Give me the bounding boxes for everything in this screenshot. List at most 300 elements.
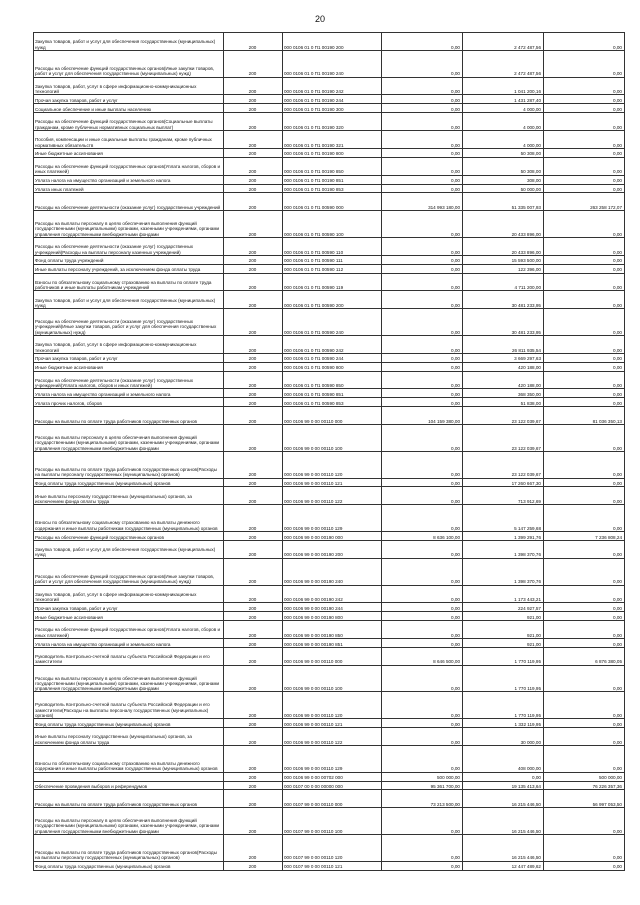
row-line-code: 200	[224, 33, 283, 51]
row-line-code: 200	[224, 264, 283, 273]
table-row	[34, 745, 625, 772]
table-row	[34, 131, 625, 149]
row-approved-amount: 0,00	[382, 835, 463, 862]
row-description: Расходы на обеспечение функций государственных органов(Уплата налогов, сборов и иных платежей)	[34, 621, 224, 639]
row-unexecuted-amount: 0,00	[544, 451, 625, 478]
row-approved-amount: 95 361 700,00	[382, 781, 463, 790]
row-line-code: 200	[224, 273, 283, 291]
row-classification-code: 000 0106 01 0 П1 00590 100	[283, 211, 382, 238]
row-description: Руководитель Контрольно-счетной палаты субъекта Российской Федерации и его заместители(Расходы на выплаты персоналу государственных (муниципальных) органов)	[34, 692, 224, 719]
row-approved-amount: 0,00	[382, 273, 463, 291]
table-row	[34, 371, 625, 389]
row-unexecuted-amount: 6 876 380,05	[544, 647, 625, 665]
table-row	[34, 772, 625, 781]
row-description: Закупка товаров, работ, услуг в сфере информационно-коммуникационных технологий	[34, 585, 224, 603]
row-classification-code: 000 0106 99 0 00 00110 100	[283, 665, 382, 692]
row-unexecuted-amount: 0,00	[544, 273, 625, 291]
row-line-code: 200	[224, 95, 283, 104]
row-line-code: 200	[224, 353, 283, 362]
row-classification-code: 000 0106 01 0 П1 00190 320	[283, 113, 382, 131]
row-executed-amount: 1 770 119,95	[463, 647, 544, 665]
table-row	[34, 291, 625, 309]
row-classification-code: 000 0106 99 0 00 00190 800	[283, 612, 382, 621]
row-approved-amount: 0,00	[382, 540, 463, 558]
row-unexecuted-amount: 0,00	[544, 505, 625, 532]
row-approved-amount: 0,00	[382, 371, 463, 389]
table-row	[34, 487, 625, 505]
row-description: Фонд оплаты труда государственных (муниципальных) органов	[34, 861, 224, 870]
row-classification-code: 000 0106 01 0 П1 00190 244	[283, 95, 382, 104]
row-line-code: 200	[224, 808, 283, 835]
row-classification-code: 000 0106 99 0 00 00190 200	[283, 540, 382, 558]
row-approved-amount: 0,00	[382, 237, 463, 255]
row-description: Расходы на обеспечение функций государственных органов(Уплата налогов, сборов и иных платежей)	[34, 157, 224, 175]
row-executed-amount: 16 215 446,50	[463, 808, 544, 835]
row-executed-amount: 50 308,00	[463, 157, 544, 175]
row-description: Закупка товаров, работ и услуг для обеспечения государственных (муниципальных) нужд	[34, 540, 224, 558]
row-unexecuted-amount: 0,00	[544, 835, 625, 862]
row-unexecuted-amount: 56 997 053,50	[544, 790, 625, 808]
row-unexecuted-amount: 0,00	[544, 371, 625, 389]
row-classification-code: 000 0106 99 0 00 00110 120	[283, 451, 382, 478]
table-row	[34, 692, 625, 719]
row-line-code: 200	[224, 77, 283, 95]
table-row	[34, 77, 625, 95]
row-approved-amount: 0,00	[382, 264, 463, 273]
row-line-code: 200	[224, 184, 283, 193]
row-executed-amount: 26 811 935,54	[463, 336, 544, 354]
table-row	[34, 728, 625, 746]
row-line-code: 200	[224, 389, 283, 398]
row-classification-code: 000 0107 99 0 00 00110 100	[283, 808, 382, 835]
row-line-code: 200	[224, 211, 283, 238]
row-executed-amount: 2 472 487,56	[463, 33, 544, 51]
row-unexecuted-amount: 0,00	[544, 336, 625, 354]
row-line-code: 200	[224, 772, 283, 781]
row-unexecuted-amount: 0,00	[544, 77, 625, 95]
row-approved-amount: 0,00	[382, 309, 463, 336]
row-executed-amount: 4 711 200,00	[463, 273, 544, 291]
budget-execution-table	[33, 32, 625, 871]
table-row	[34, 558, 625, 585]
row-unexecuted-amount: 500 000,00	[544, 772, 625, 781]
row-description: Уплата прочих налогов, сборов	[34, 398, 224, 407]
row-description: Прочая закупка товаров, работ и услуг	[34, 603, 224, 612]
row-approved-amount: 0,00	[382, 157, 463, 175]
row-classification-code: 000 0106 01 0 П1 00590 851	[283, 389, 382, 398]
row-description: Иные выплаты персоналу государственных (муниципальных) органов, за исключением фонда оплаты труда	[34, 487, 224, 505]
row-line-code: 200	[224, 647, 283, 665]
row-unexecuted-amount: 81 036 350,13	[544, 407, 625, 425]
table-row	[34, 621, 625, 639]
row-classification-code: 000 0106 01 0 П1 00190 242	[283, 77, 382, 95]
row-executed-amount: 4 000,00	[463, 113, 544, 131]
row-line-code: 200	[224, 585, 283, 603]
row-approved-amount: 0,00	[382, 389, 463, 398]
row-line-code: 200	[224, 638, 283, 647]
row-approved-amount: 500 000,00	[382, 772, 463, 781]
row-approved-amount: 0,00	[382, 95, 463, 104]
table-row	[34, 113, 625, 131]
row-executed-amount: 16 215 446,50	[463, 790, 544, 808]
row-executed-amount: 5 147 259,68	[463, 505, 544, 532]
row-description: Закупка товаров, работ, услуг в сфере информационно-коммуникационных технологий	[34, 336, 224, 354]
row-description: Расходы на выплаты по оплате труда работников государственных органов(Расходы на выплаты персоналу государственных (муниципальных) органов)	[34, 835, 224, 862]
row-line-code: 200	[224, 781, 283, 790]
row-unexecuted-amount: 0,00	[544, 389, 625, 398]
row-classification-code: 000 0106 99 0 00 00110 120	[283, 692, 382, 719]
row-line-code: 200	[224, 193, 283, 211]
row-approved-amount: 73 213 500,00	[382, 790, 463, 808]
row-unexecuted-amount: 263 258 172,07	[544, 193, 625, 211]
row-unexecuted-amount: 0,00	[544, 211, 625, 238]
row-unexecuted-amount: 0,00	[544, 255, 625, 264]
row-line-code: 200	[224, 745, 283, 772]
row-approved-amount: 0,00	[382, 131, 463, 149]
table-row	[34, 647, 625, 665]
row-unexecuted-amount: 0,00	[544, 175, 625, 184]
row-unexecuted-amount: 0,00	[544, 585, 625, 603]
table-row	[34, 532, 625, 541]
row-executed-amount: 122 396,00	[463, 264, 544, 273]
row-approved-amount: 0,00	[382, 148, 463, 157]
row-description: Закупка товаров, работ, услуг в сфере информационно-коммуникационных технологий	[34, 77, 224, 95]
row-unexecuted-amount: 0,00	[544, 353, 625, 362]
row-classification-code: 000 0106 99 0 00 00110 129	[283, 745, 382, 772]
row-executed-amount: 420 188,00	[463, 362, 544, 371]
row-executed-amount: 1 398 370,76	[463, 540, 544, 558]
table-row	[34, 175, 625, 184]
row-executed-amount: 1 770 119,95	[463, 692, 544, 719]
table-row	[34, 157, 625, 175]
row-description: Расходы на обеспечение деятельности (оказание услуг) государственных учреждений	[34, 193, 224, 211]
row-description: Иные бюджетные ассигнования	[34, 148, 224, 157]
row-description: Расходы на обеспечение деятельности (оказание услуг) государственных учреждений(Иные закупки товаров, работ и услуг для обеспечения государственных (муниципальных) нужд)	[34, 309, 224, 336]
row-approved-amount: 0,00	[382, 692, 463, 719]
table-row	[34, 585, 625, 603]
row-description: Расходы на обеспечение деятельности (оказание услуг) государственных учреждений(Уплата налогов, сборов и иных платежей)	[34, 371, 224, 389]
row-line-code: 200	[224, 861, 283, 870]
row-line-code: 200	[224, 719, 283, 728]
row-description: Расходы на выплаты персоналу в целях обеспечения выполнения функций государственными (муниципальными) органами, казенными учреждениями, органами управления государственными внебюджетными фондами	[34, 425, 224, 452]
row-description: Расходы на выплаты персоналу в целях обеспечения выполнения функций государственными (муниципальными) органами, казенными учреждениями, органами управления государственными внебюджетными фондами	[34, 808, 224, 835]
row-executed-amount: 20 433 896,00	[463, 237, 544, 255]
row-description: Взносы по обязательному социальному страхованию на выплаты по оплате труда работников и иные выплаты работникам учреждений	[34, 273, 224, 291]
row-classification-code: 000 0106 01 0 П1 00590 000	[283, 193, 382, 211]
row-executed-amount: 2 472 487,56	[463, 50, 544, 77]
row-approved-amount: 0,00	[382, 50, 463, 77]
row-executed-amount: 0,00	[463, 772, 544, 781]
row-approved-amount: 0,00	[382, 33, 463, 51]
row-unexecuted-amount: 76 226 357,36	[544, 781, 625, 790]
row-classification-code: 000 0106 99 0 00 00190 851	[283, 638, 382, 647]
row-classification-code: 000 0106 01 0 П1 00590 244	[283, 353, 382, 362]
row-approved-amount: 0,00	[382, 558, 463, 585]
row-approved-amount: 0,00	[382, 603, 463, 612]
row-executed-amount: 3 669 297,63	[463, 353, 544, 362]
row-unexecuted-amount: 0,00	[544, 638, 625, 647]
row-description: Руководитель Контрольно-счетной палаты субъекта Российской Федерации и его заместители	[34, 647, 224, 665]
row-classification-code: 000 0106 01 0 П1 00190 300	[283, 104, 382, 113]
row-line-code: 200	[224, 50, 283, 77]
table-row	[34, 407, 625, 425]
row-classification-code: 000 0106 99 0 00 00110 000	[283, 647, 382, 665]
row-description: Иные бюджетные ассигнования	[34, 362, 224, 371]
row-description: Взносы по обязательному социальному страхованию на выплаты денежного содержания и иные выплаты работникам государственных (муниципальных) органов	[34, 745, 224, 772]
row-executed-amount: 4 000,00	[463, 131, 544, 149]
row-unexecuted-amount: 0,00	[544, 362, 625, 371]
row-unexecuted-amount: 0,00	[544, 621, 625, 639]
row-approved-amount: 0,00	[382, 638, 463, 647]
row-approved-amount: 0,00	[382, 808, 463, 835]
row-approved-amount: 0,00	[382, 505, 463, 532]
row-executed-amount: 51 335 007,93	[463, 193, 544, 211]
row-classification-code: 000 0106 01 0 П1 00590 850	[283, 371, 382, 389]
row-line-code: 200	[224, 362, 283, 371]
row-classification-code: 000 0106 01 0 П1 00190 851	[283, 175, 382, 184]
row-unexecuted-amount: 0,00	[544, 184, 625, 193]
row-line-code: 200	[224, 175, 283, 184]
row-description: Расходы на обеспечение функций государственных органов(Иные закупки товаров, работ и услуг для обеспечения государственных (муниципальных) нужд)	[34, 50, 224, 77]
row-unexecuted-amount: 0,00	[544, 237, 625, 255]
row-approved-amount: 0,00	[382, 621, 463, 639]
row-unexecuted-amount: 0,00	[544, 603, 625, 612]
row-line-code: 200	[224, 603, 283, 612]
table-row	[34, 790, 625, 808]
row-unexecuted-amount: 0,00	[544, 487, 625, 505]
row-approved-amount: 0,00	[382, 353, 463, 362]
row-description: Обеспечение проведения выборов и референдумов	[34, 781, 224, 790]
table-row	[34, 638, 625, 647]
row-unexecuted-amount: 0,00	[544, 719, 625, 728]
row-unexecuted-amount: 0,00	[544, 131, 625, 149]
table-row	[34, 193, 625, 211]
row-approved-amount: 0,00	[382, 184, 463, 193]
row-classification-code: 000 0106 01 0 П1 00590 853	[283, 398, 382, 407]
row-executed-amount: 4 000,00	[463, 104, 544, 113]
row-approved-amount: 0,00	[382, 585, 463, 603]
table-row	[34, 211, 625, 238]
row-description: Закупка товаров, работ и услуг для обеспечения государственных (муниципальных) нужд	[34, 291, 224, 309]
row-line-code: 200	[224, 692, 283, 719]
row-unexecuted-amount: 0,00	[544, 540, 625, 558]
row-line-code: 200	[224, 612, 283, 621]
row-unexecuted-amount: 0,00	[544, 95, 625, 104]
table-row	[34, 389, 625, 398]
row-line-code: 200	[224, 113, 283, 131]
table-row	[34, 451, 625, 478]
row-line-code: 200	[224, 148, 283, 157]
row-line-code: 200	[224, 336, 283, 354]
row-classification-code: 000 0106 01 0 П1 00590 800	[283, 362, 382, 371]
row-description: Уплата налога на имущество организаций и земельного налога	[34, 175, 224, 184]
row-description: Иные выплаты персоналу учреждений, за исключением фонда оплаты труда	[34, 264, 224, 273]
row-classification-code: 000 0106 99 0 00 00110 129	[283, 505, 382, 532]
row-executed-amount: 50 000,00	[463, 184, 544, 193]
row-executed-amount: 51 838,00	[463, 398, 544, 407]
row-line-code: 200	[224, 309, 283, 336]
row-approved-amount: 0,00	[382, 398, 463, 407]
row-executed-amount: 921,00	[463, 638, 544, 647]
row-classification-code: 000 0106 01 0 П1 00190 853	[283, 184, 382, 193]
row-executed-amount: 420 188,00	[463, 371, 544, 389]
row-unexecuted-amount: 0,00	[544, 808, 625, 835]
row-executed-amount: 1 173 443,21	[463, 585, 544, 603]
row-description: Расходы на обеспечение функций государственных органов	[34, 532, 224, 541]
row-executed-amount: 1 770 119,95	[463, 665, 544, 692]
row-classification-code: 000 0106 01 0 П1 00190 240	[283, 50, 382, 77]
row-classification-code: 000 0106 01 0 П1 00190 800	[283, 148, 382, 157]
row-line-code: 200	[224, 540, 283, 558]
table-row	[34, 425, 625, 452]
row-unexecuted-amount: 0,00	[544, 478, 625, 487]
row-line-code: 200	[224, 728, 283, 746]
row-classification-code: 000 0106 01 0 П1 00190 321	[283, 131, 382, 149]
row-executed-amount: 30 000,00	[463, 728, 544, 746]
table-row	[34, 264, 625, 273]
table-row	[34, 505, 625, 532]
row-line-code: 200	[224, 237, 283, 255]
row-unexecuted-amount: 0,00	[544, 665, 625, 692]
page-number: 20	[314, 14, 325, 24]
row-line-code: 200	[224, 371, 283, 389]
row-executed-amount: 224 927,57	[463, 603, 544, 612]
row-classification-code: 000 0106 01 0 П1 00590 112	[283, 264, 382, 273]
row-classification-code: 000 0106 99 0 00 00110 122	[283, 728, 382, 746]
row-classification-code: 000 0106 99 0 00 00190 000	[283, 532, 382, 541]
table-row	[34, 861, 625, 870]
row-description: Расходы на обеспечение функций государственных органов(Иные закупки товаров, работ и услуг для обеспечения государственных (муниципальных) нужд)	[34, 558, 224, 585]
row-description	[34, 772, 224, 781]
row-executed-amount: 368 350,00	[463, 389, 544, 398]
row-approved-amount: 0,00	[382, 665, 463, 692]
row-line-code: 200	[224, 558, 283, 585]
row-line-code: 200	[224, 398, 283, 407]
row-executed-amount: 713 912,69	[463, 487, 544, 505]
row-executed-amount: 23 122 039,67	[463, 425, 544, 452]
table-row	[34, 255, 625, 264]
row-classification-code: 000 0106 99 0 00 00190 850	[283, 621, 382, 639]
row-description: Социальное обеспечение и иные выплаты населению	[34, 104, 224, 113]
table-row	[34, 33, 625, 51]
row-classification-code: 000 0106 99 0 00 00110 122	[283, 487, 382, 505]
row-classification-code: 000 0106 01 0 П1 00590 240	[283, 309, 382, 336]
row-line-code: 200	[224, 487, 283, 505]
row-line-code: 200	[224, 157, 283, 175]
row-executed-amount: 1 398 370,76	[463, 558, 544, 585]
row-unexecuted-amount: 0,00	[544, 50, 625, 77]
row-executed-amount: 16 215 446,50	[463, 835, 544, 862]
row-unexecuted-amount: 7 236 808,24	[544, 532, 625, 541]
row-executed-amount: 30 481 233,95	[463, 291, 544, 309]
table-row	[34, 362, 625, 371]
row-classification-code: 000 0106 01 0 П1 00590 111	[283, 255, 382, 264]
row-executed-amount: 20 433 896,00	[463, 211, 544, 238]
table-row	[34, 540, 625, 558]
row-executed-amount: 921,00	[463, 612, 544, 621]
row-line-code: 200	[224, 104, 283, 113]
table-row	[34, 50, 625, 77]
row-description: Расходы на обеспечение функций государственных органов(Социальные выплаты гражданам, кроме публичных нормативных социальных выплат)	[34, 113, 224, 131]
row-executed-amount: 1 399 291,76	[463, 532, 544, 541]
row-classification-code: 000 0106 01 0 П1 00590 242	[283, 336, 382, 354]
row-executed-amount: 23 122 039,67	[463, 451, 544, 478]
row-classification-code: 000 0106 01 0 П1 00190 850	[283, 157, 382, 175]
row-executed-amount: 1 041 200,16	[463, 77, 544, 95]
row-executed-amount: 1 332 119,95	[463, 719, 544, 728]
row-description: Фонд оплаты труда учреждений	[34, 255, 224, 264]
table-row	[34, 603, 625, 612]
row-description: Расходы на выплаты персоналу в целях обеспечения выполнения функций государственными (муниципальными) органами, казенными учреждениями, органами управления государственными внебюджетными фондами	[34, 211, 224, 238]
table-row	[34, 184, 625, 193]
row-approved-amount: 0,00	[382, 861, 463, 870]
row-unexecuted-amount: 0,00	[544, 148, 625, 157]
row-unexecuted-amount: 0,00	[544, 558, 625, 585]
row-approved-amount: 0,00	[382, 425, 463, 452]
row-unexecuted-amount: 0,00	[544, 309, 625, 336]
row-classification-code: 000 0106 99 0 00 00190 242	[283, 585, 382, 603]
row-line-code: 200	[224, 291, 283, 309]
row-classification-code: 000 0107 99 0 00 00110 120	[283, 835, 382, 862]
row-description: Прочая закупка товаров, работ и услуг	[34, 95, 224, 104]
row-executed-amount: 15 593 500,00	[463, 255, 544, 264]
row-unexecuted-amount: 0,00	[544, 728, 625, 746]
row-description: Прочая закупка товаров, работ и услуг	[34, 353, 224, 362]
row-classification-code: 000 0107 99 0 00 00110 121	[283, 861, 382, 870]
row-classification-code: 000 0106 99 0 00 00110 121	[283, 719, 382, 728]
row-approved-amount: 0,00	[382, 487, 463, 505]
row-approved-amount: 0,00	[382, 104, 463, 113]
row-classification-code: 000 0106 01 0 П1 00590 200	[283, 291, 382, 309]
row-classification-code: 000 0106 99 0 00 00110 000	[283, 407, 382, 425]
row-unexecuted-amount: 0,00	[544, 113, 625, 131]
row-unexecuted-amount: 0,00	[544, 33, 625, 51]
row-approved-amount: 0,00	[382, 745, 463, 772]
row-approved-amount: 104 159 380,00	[382, 407, 463, 425]
row-description: Расходы на выплаты по оплате труда работников государственных органов	[34, 407, 224, 425]
row-approved-amount: 0,00	[382, 728, 463, 746]
row-approved-amount: 0,00	[382, 336, 463, 354]
row-description: Расходы на выплаты персоналу в целях обеспечения выполнения функций государственными (муниципальными) органами, казенными учреждениями, органами управления государственными внебюджетными фондами	[34, 665, 224, 692]
row-line-code: 200	[224, 451, 283, 478]
row-description: Иные бюджетные ассигнования	[34, 612, 224, 621]
row-executed-amount: 17 260 667,30	[463, 478, 544, 487]
row-description: Закупка товаров, работ и услуг для обеспечения государственных (муниципальных) нужд	[34, 33, 224, 51]
row-unexecuted-amount: 0,00	[544, 104, 625, 113]
table-row	[34, 665, 625, 692]
row-line-code: 200	[224, 131, 283, 149]
row-approved-amount: 0,00	[382, 113, 463, 131]
row-line-code: 200	[224, 532, 283, 541]
row-line-code: 200	[224, 835, 283, 862]
row-description: Уплата налога на имущество организаций и земельного налога	[34, 389, 224, 398]
row-approved-amount: 8 636 100,00	[382, 532, 463, 541]
table-row	[34, 104, 625, 113]
row-executed-amount: 19 135 413,64	[463, 781, 544, 790]
row-unexecuted-amount: 0,00	[544, 425, 625, 452]
row-executed-amount: 23 122 039,67	[463, 407, 544, 425]
row-approved-amount: 0,00	[382, 291, 463, 309]
row-description: Фонд оплаты труда государственных (муниципальных) органов	[34, 478, 224, 487]
row-description: Расходы на обеспечение деятельности (оказание услуг) государственных учреждений(Расходы на выплаты персоналу казенных учреждений)	[34, 237, 224, 255]
row-classification-code: 000 0107 99 0 00 00110 000	[283, 790, 382, 808]
row-description: Взносы по обязательному социальному страхованию на выплаты денежного содержания и иные выплаты работникам государственных (муниципальных) органов	[34, 505, 224, 532]
row-unexecuted-amount: 0,00	[544, 692, 625, 719]
table-body	[34, 33, 625, 871]
row-approved-amount: 0,00	[382, 451, 463, 478]
row-approved-amount: 0,00	[382, 719, 463, 728]
row-approved-amount: 0,00	[382, 211, 463, 238]
